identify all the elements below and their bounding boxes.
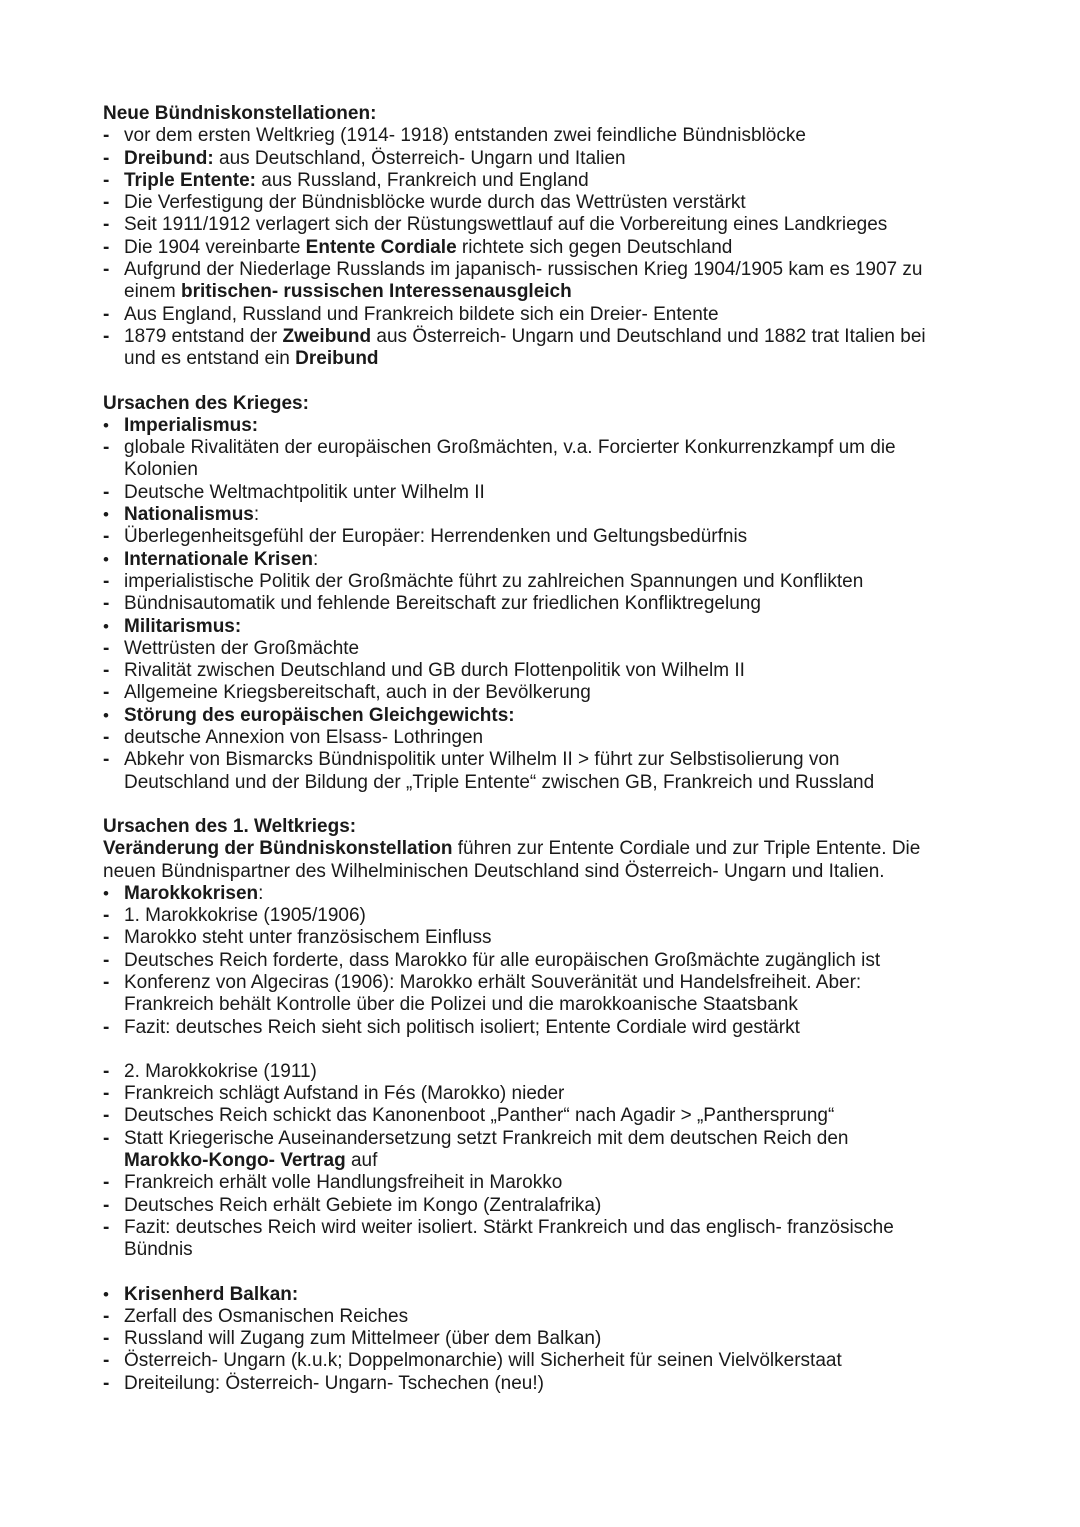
dash-marker: - — [103, 1016, 110, 1038]
spacer — [103, 794, 983, 816]
paragraph-line — [103, 838, 983, 860]
bullet-marker: • — [103, 705, 109, 725]
item-text — [124, 905, 983, 927]
text-span: 2. Marokkokrise (1911) — [124, 1060, 317, 1082]
text-span: neuen Bündnispartner des Wilhelminischen Deutschland sind Österreich- Ungarn und Italien. — [103, 860, 885, 882]
dash-item — [103, 682, 983, 704]
text-span: aus Deutschland, Österreich- Ungarn und Italien — [213, 147, 626, 169]
bullet-item — [103, 883, 983, 905]
text-span: vor dem ersten Weltkrieg (1914- 1918) entstanden zwei feindliche Bündnisblöcke — [124, 125, 806, 147]
continuation-line — [103, 459, 983, 481]
item-text — [124, 170, 983, 192]
dash-marker: - — [103, 481, 110, 503]
text-span: Fazit: deutsches Reich sieht sich politisch isoliert; Entente Cordiale wird gestärkt — [124, 1016, 800, 1038]
dash-item — [103, 660, 983, 682]
text-span: aus Österreich- Ungarn und Deutschland und 1882 trat Italien bei — [371, 325, 926, 347]
text-span: Abkehr von Bismarcks Bündnispolitik unter Wilhelm II > führt zur Selbstisolierung von — [124, 749, 840, 771]
text-span: globale Rivalitäten der europäischen Großmächten, v.a. Forcierter Konkurrenzkampf um die — [124, 437, 896, 459]
bold-text: Militarismus: — [124, 615, 242, 637]
dash-item — [103, 1017, 983, 1039]
item-text — [124, 415, 983, 437]
continuation-line — [103, 772, 983, 794]
dash-item — [103, 437, 983, 459]
dash-item — [103, 1172, 983, 1194]
item-text — [124, 727, 983, 749]
bullet-marker: • — [103, 1284, 109, 1304]
dash-marker: - — [103, 1194, 110, 1216]
item-text — [124, 1373, 983, 1395]
bold-text: Krisenherd Balkan: — [124, 1283, 299, 1305]
dash-item — [103, 593, 983, 615]
item-text — [124, 192, 983, 214]
text-span: Aus England, Russland und Frankreich bildete sich ein Dreier- Entente — [124, 303, 719, 325]
text-span: Konferenz von Algeciras (1906): Marokko erhält Souveränität und Handelsfreiheit. Aber: — [124, 971, 862, 993]
bold-text: Triple Entente: — [124, 169, 256, 191]
text-span: Seit 1911/1912 verlagert sich der Rüstungswettlauf auf die Vorbereitung eines Landkrieges — [124, 214, 888, 236]
dash-item — [103, 1083, 983, 1105]
dash-marker: - — [103, 1172, 110, 1194]
item-text — [124, 214, 983, 236]
dash-marker: - — [103, 236, 110, 258]
item-text — [124, 1017, 983, 1039]
dash-item — [103, 148, 983, 170]
text-span: deutsche Annexion von Elsass- Lothringen — [124, 727, 484, 749]
dash-item — [103, 304, 983, 326]
text-span: Zerfall des Osmanischen Reiches — [124, 1305, 409, 1327]
dash-item — [103, 526, 983, 548]
text-span: aus Russland, Frankreich und England — [255, 169, 589, 191]
dash-item — [103, 927, 983, 949]
item-text — [124, 682, 983, 704]
continuation-line — [103, 994, 983, 1016]
section-heading: Neue Bündniskonstellationen: — [103, 103, 377, 124]
bullet-item — [103, 705, 983, 727]
text-span: Überlegenheitsgefühl der Europäer: Herrendenken und Geltungsbedürfnis — [124, 526, 748, 548]
bold-text: Dreibund: — [124, 147, 214, 169]
item-text — [124, 148, 983, 170]
item-text — [124, 660, 983, 682]
text-span: Deutsche Weltmachtpolitik unter Wilhelm II — [124, 481, 485, 503]
dash-marker: - — [103, 1083, 110, 1105]
dash-marker: - — [103, 570, 110, 592]
text-span: Deutschland und der Bildung der „Triple Entente“ zwischen GB, Frankreich und Russland — [124, 771, 875, 793]
text-span: einem — [124, 281, 182, 303]
dash-marker: - — [103, 214, 110, 236]
text-span: Deutsches Reich forderte, dass Marokko für alle europäischen Großmächte zugänglich ist — [124, 949, 881, 971]
dash-item — [103, 482, 983, 504]
bullet-item — [103, 1284, 983, 1306]
text-span: Die Verfestigung der Bündnisblöcke wurde durch das Wettrüsten verstärkt — [124, 192, 746, 214]
dash-item — [103, 125, 983, 147]
item-text — [124, 1128, 983, 1150]
section-heading: Ursachen des 1. Weltkriegs: — [103, 815, 357, 837]
dash-item — [103, 571, 983, 593]
dash-item — [103, 1350, 983, 1372]
item-text — [124, 1350, 983, 1372]
item-text — [124, 927, 983, 949]
dash-marker: - — [103, 1328, 110, 1350]
dash-marker: - — [103, 682, 110, 704]
continuation-line — [103, 281, 983, 303]
item-text — [124, 1306, 983, 1328]
bold-text: Imperialismus: — [124, 414, 259, 436]
dash-marker: - — [103, 1060, 110, 1082]
text-span: Bündnisautomatik und fehlende Bereitschaft zur friedlichen Konfliktregelung — [124, 593, 761, 615]
item-text — [124, 482, 983, 504]
item-text — [124, 259, 983, 281]
text-span: Deutsches Reich erhält Gebiete im Kongo (Zentralafrika) — [124, 1194, 602, 1216]
bold-text: Marokko-Kongo- Vertrag — [124, 1150, 346, 1172]
item-text — [124, 437, 983, 459]
dash-marker: - — [103, 1305, 110, 1327]
item-text — [124, 950, 983, 972]
dash-marker: - — [103, 593, 110, 615]
text-span: auf — [345, 1150, 378, 1172]
dash-item — [103, 1105, 983, 1127]
dash-item — [103, 905, 983, 927]
dash-item — [103, 749, 983, 771]
text-span: Allgemeine Kriegsbereitschaft, auch in der Bevölkerung — [124, 682, 591, 704]
dash-marker: - — [103, 971, 110, 993]
dash-item — [103, 1328, 983, 1350]
bullet-marker: • — [103, 616, 109, 636]
bullet-marker: • — [103, 505, 109, 525]
text-span: imperialistische Politik der Großmächte führt zu zahlreichen Spannungen und Konflikten — [124, 570, 864, 592]
dash-marker: - — [103, 949, 110, 971]
item-text — [124, 1328, 983, 1350]
bold-text: Entente Cordiale — [305, 236, 457, 258]
paragraph-line — [103, 861, 983, 883]
dash-marker: - — [103, 437, 110, 459]
item-text — [124, 1083, 983, 1105]
dash-marker: - — [103, 526, 110, 548]
text-span: : — [258, 882, 264, 904]
dash-item — [103, 1373, 983, 1395]
text-span: 1879 entstand der — [124, 325, 283, 347]
dash-item — [103, 237, 983, 259]
dash-item — [103, 214, 983, 236]
dash-marker: - — [103, 147, 110, 169]
item-text — [124, 526, 983, 548]
dash-item — [103, 1217, 983, 1239]
item-text — [124, 1284, 983, 1306]
spacer — [103, 1262, 983, 1284]
item-text — [124, 972, 983, 994]
continuation-line — [103, 1239, 983, 1261]
dash-item — [103, 1306, 983, 1328]
item-text — [124, 326, 983, 348]
dash-item — [103, 170, 983, 192]
bold-text: Marokkokrisen — [124, 882, 259, 904]
bold-text: Zweibund — [282, 325, 372, 347]
dash-marker: - — [103, 259, 110, 281]
text-span: Statt Kriegerische Auseinandersetzung setzt Frankreich mit dem deutschen Reich den — [124, 1127, 849, 1149]
item-text — [124, 593, 983, 615]
text-span: führen zur Entente Cordiale und zur Triple Entente. Die — [452, 838, 921, 860]
text-span: Fazit: deutsches Reich wird weiter isoliert. Stärkt Frankreich und das englisch- französische — [124, 1216, 894, 1238]
item-text — [124, 1172, 983, 1194]
bullet-marker: • — [103, 415, 109, 435]
dash-marker: - — [103, 749, 110, 771]
dash-marker: - — [103, 192, 110, 214]
dash-marker: - — [103, 1127, 110, 1149]
text-span: Frankreich schlägt Aufstand in Fés (Marokko) nieder — [124, 1083, 565, 1105]
bold-text: Störung des europäischen Gleichgewichts: — [124, 704, 515, 726]
item-text — [124, 304, 983, 326]
dash-item — [103, 727, 983, 749]
text-span: Dreiteilung: Österreich- Ungarn- Tschechen (neu!) — [124, 1372, 544, 1394]
item-text — [124, 705, 983, 727]
dash-item — [103, 972, 983, 994]
dash-item — [103, 950, 983, 972]
text-span: Kolonien — [124, 459, 198, 481]
bold-text: Dreibund — [295, 348, 379, 370]
item-text — [124, 749, 983, 771]
dash-item — [103, 259, 983, 281]
dash-marker: - — [103, 905, 110, 927]
continuation-line — [103, 1150, 983, 1172]
text-span: Österreich- Ungarn (k.u.k; Doppelmonarchie) will Sicherheit für seinen Vielvölkerstaat — [124, 1350, 842, 1372]
text-span: Deutsches Reich schickt das Kanonenboot „Panther“ nach Agadir > „Panthersprung“ — [124, 1105, 835, 1127]
dash-marker: - — [103, 325, 110, 347]
dash-marker: - — [103, 727, 110, 749]
text-span: Wettrüsten der Großmächte — [124, 637, 360, 659]
dash-item — [103, 1061, 983, 1083]
dash-marker: - — [103, 1372, 110, 1394]
text-span: Marokko steht unter französischem Einfluss — [124, 927, 492, 949]
text-span: Frankreich behält Kontrolle über die Polizei und die marokkoanische Staatsbank — [124, 994, 798, 1016]
dash-marker: - — [103, 169, 110, 191]
dash-marker: - — [103, 303, 110, 325]
dash-marker: - — [103, 125, 110, 147]
dash-item — [103, 192, 983, 214]
text-span: Die 1904 vereinbarte — [124, 236, 306, 258]
text-span: 1. Marokkokrise (1905/1906) — [124, 905, 366, 927]
item-text — [124, 125, 983, 147]
item-text — [124, 638, 983, 660]
text-span: Aufgrund der Niederlage Russlands im japanisch- russischen Krieg 1904/1905 kam es 1907 zu — [124, 259, 923, 281]
section-heading: Ursachen des Krieges: — [103, 392, 309, 414]
text-span: und es entstand ein — [124, 348, 296, 370]
continuation-line — [103, 348, 983, 370]
bullet-marker: • — [103, 883, 109, 903]
bullet-marker: • — [103, 549, 109, 569]
dash-marker: - — [103, 1350, 110, 1372]
bullet-item — [103, 415, 983, 437]
text-span: Bündnis — [124, 1239, 193, 1261]
text-span: Rivalität zwischen Deutschland und GB durch Flottenpolitik von Wilhelm II — [124, 660, 745, 682]
text-span: Frankreich erhält volle Handlungsfreiheit in Marokko — [124, 1172, 563, 1194]
text-span: : — [253, 504, 260, 526]
bullet-item — [103, 549, 983, 571]
dash-marker: - — [103, 660, 110, 682]
spacer — [103, 1039, 983, 1061]
dash-item — [103, 1128, 983, 1150]
item-text — [124, 1217, 983, 1239]
dash-marker: - — [103, 1105, 110, 1127]
item-text — [124, 237, 983, 259]
bold-text: Internationale Krisen — [124, 548, 313, 570]
dash-item — [103, 326, 983, 348]
text-span: Russland will Zugang zum Mittelmeer (über dem Balkan) — [124, 1328, 602, 1350]
spacer — [103, 371, 983, 393]
text-span: : — [313, 548, 319, 570]
bold-text: Nationalismus — [124, 504, 254, 526]
bullet-item — [103, 504, 983, 526]
dash-marker: - — [103, 1216, 110, 1238]
item-text — [124, 549, 983, 571]
item-text — [124, 1061, 983, 1083]
item-text — [124, 1105, 983, 1127]
bullet-item — [103, 616, 983, 638]
dash-marker: - — [103, 637, 110, 659]
item-text — [124, 504, 983, 526]
document-body — [103, 103, 983, 1395]
item-text — [124, 1195, 983, 1217]
text-span: richtete sich gegen Deutschland — [456, 236, 733, 258]
item-text — [124, 883, 983, 905]
bold-text: britischen- russischen Interessenausgleich — [181, 281, 572, 303]
dash-item — [103, 1195, 983, 1217]
item-text — [124, 571, 983, 593]
dash-marker: - — [103, 927, 110, 949]
item-text — [124, 616, 983, 638]
bold-text: Veränderung der Bündniskonstellation — [103, 838, 453, 860]
dash-item — [103, 638, 983, 660]
